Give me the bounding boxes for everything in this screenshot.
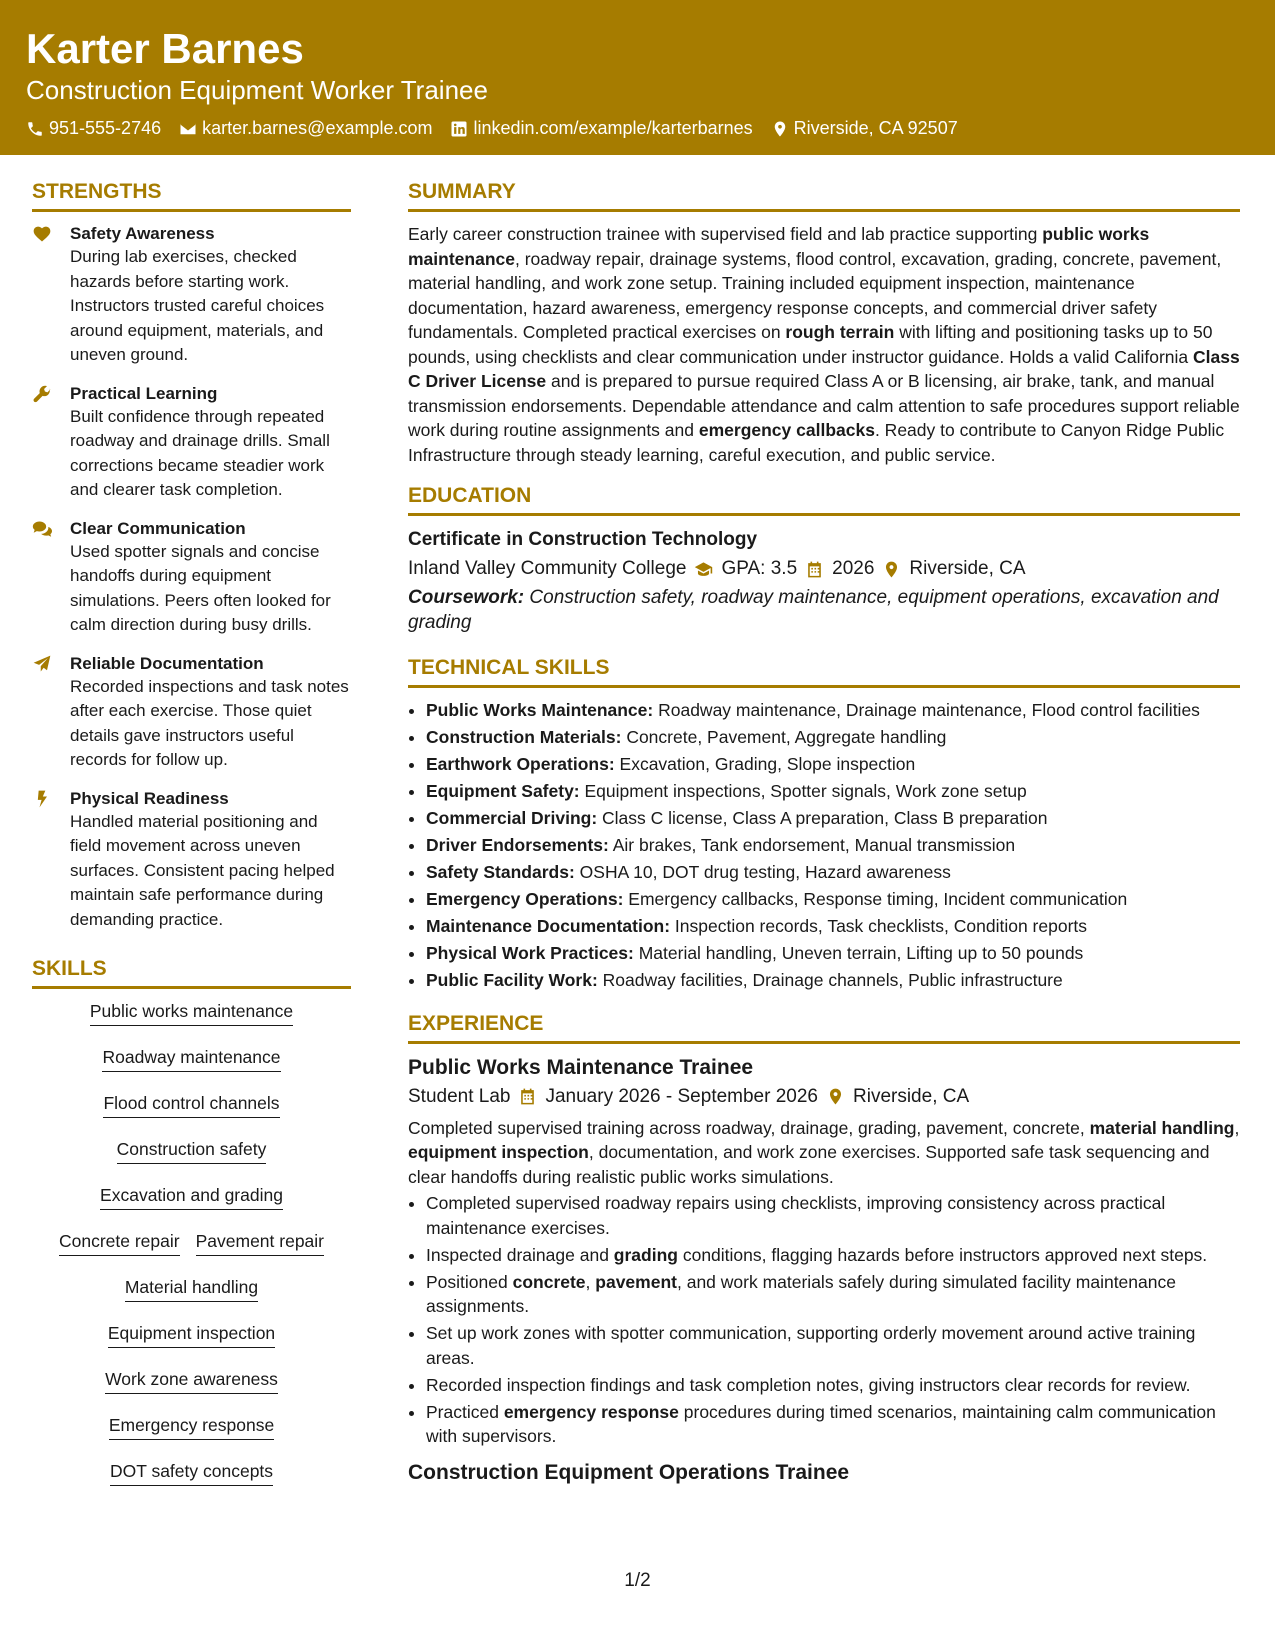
- job-title: Public Works Maintenance Trainee: [408, 1055, 754, 1079]
- list-item: • Set up work zones with spotter communication, supporting orderly movement around active training areas.: [426, 1321, 1240, 1370]
- strength-desc: Recorded inspections and task notes after each exercise. Those quiet details gave instructors useful records for follow up.: [70, 676, 349, 769]
- skill-chip: Construction safety: [117, 1137, 267, 1164]
- strength-item: [32, 787, 351, 933]
- phone-icon: [26, 120, 44, 138]
- job-dates: January 2026 - September 2026: [545, 1085, 818, 1107]
- summary-heading: SUMMARY: [408, 177, 1240, 212]
- education-section: [408, 526, 1240, 635]
- list-item: • Public Works Maintenance: Roadway maintenance, Drainage maintenance, Flood control facilities: [426, 698, 1240, 723]
- list-item: • Equipment Safety: Equipment inspections, Spotter signals, Work zone setup: [426, 779, 1240, 804]
- contact-linkedin[interactable]: [450, 118, 752, 139]
- candidate-title: Construction Equipment Worker Trainee: [26, 75, 488, 105]
- summary-text: Early career construction trainee with supervised field and lab practice supporting public works maintenance, roadway repair, drainage systems, flood control, excavation, grading, concrete, pavement, material handling, and work zone setup. Training included equipment inspection, maintenance documentation, hazard awareness, emergency response concepts, and commercial driver safety fundamentals. Completed practical exercises on rough terrain with lifting and positioning tasks up to 50 pounds, using checklists and clear communication under instructor guidance. Holds a valid California Class C Driver License and is prepared to pursue required Class A or B licensing, air brake, tank, and manual transmission endorsements. Dependable attendance and calm attention to safe procedures support reliable work during routine assignments and emergency callbacks. Ready to contribute to Canyon Ridge Public Infrastructure through steady learning, careful execution, and public service.: [408, 224, 1240, 465]
- list-item: • Earthwork Operations: Excavation, Grading, Slope inspection: [426, 752, 1240, 777]
- email-text: karter.barnes@example.com: [202, 118, 433, 138]
- list-item: • Completed supervised roadway repairs using checklists, improving consistency across practical maintenance exercises.: [426, 1191, 1240, 1240]
- bolt-icon: [32, 789, 52, 809]
- gpa: GPA: 3.5: [721, 558, 798, 579]
- wrench-icon: [32, 384, 52, 404]
- graduation-cap-icon: [694, 560, 713, 579]
- list-item: • Inspected drainage and grading conditions, flagging hazards before instructors approved next steps.: [426, 1243, 1240, 1268]
- strength-desc: During lab exercises, checked hazards before starting work. Instructors trusted careful choices around equipment, materials, and uneven ground.: [70, 247, 325, 364]
- linkedin-text: linkedin.com/example/karterbarnes: [473, 118, 753, 138]
- list-item: • Maintenance Documentation: Inspection records, Task checklists, Condition reports: [426, 914, 1240, 939]
- strength-desc: Built confidence through repeated roadway and drainage drills. Small corrections became steadier work and clearer task completion.: [70, 406, 330, 499]
- contact-phone[interactable]: [26, 118, 161, 139]
- skill-chip: Public works maintenance: [90, 999, 293, 1026]
- skill-chip: Excavation and grading: [100, 1183, 283, 1210]
- resume-header: [0, 0, 1275, 155]
- strength-item: [32, 652, 351, 773]
- skill-chip: Material handling: [125, 1275, 258, 1302]
- linkedin-icon: [450, 120, 468, 138]
- skill-chip: Work zone awareness: [105, 1367, 278, 1394]
- page-number: 1/2: [624, 1570, 651, 1591]
- heart-icon: [32, 224, 52, 244]
- graduation-year: 2026: [832, 558, 875, 579]
- right-column: [408, 177, 1240, 1487]
- chat-icon: [32, 519, 52, 539]
- education-details: [408, 554, 1240, 584]
- list-item: • Physical Work Practices: Material handling, Uneven terrain, Lifting up to 50 pounds: [426, 941, 1240, 966]
- contact-email[interactable]: [179, 118, 432, 139]
- list-item: • Public Facility Work: Roadway facilities, Drainage channels, Public infrastructure: [426, 968, 1240, 993]
- list-item: • Driver Endorsements: Air brakes, Tank endorsement, Manual transmission: [426, 833, 1240, 858]
- candidate-name: Karter Barnes: [26, 25, 304, 72]
- strength-item: [32, 517, 351, 638]
- calendar-icon: [518, 1087, 537, 1106]
- job-title: Construction Equipment Operations Trainee: [408, 1460, 850, 1484]
- list-item: • Positioned concrete, pavement, and work materials safely during simulated facility maintenance assignments.: [426, 1270, 1240, 1319]
- strength-title: Reliable Documentation: [70, 653, 264, 673]
- map-pin-icon: [771, 120, 789, 138]
- strength-item: [32, 382, 351, 503]
- list-item: • Practiced emergency response procedures during timed scenarios, maintaining calm communication with supervisors.: [426, 1400, 1240, 1449]
- skill-chip: Flood control channels: [103, 1091, 279, 1118]
- coursework: Coursework: Construction safety, roadway maintenance, equipment operations, excavation and grading: [408, 587, 1219, 633]
- summary-section: [408, 222, 1240, 467]
- degree-title: Certificate in Construction Technology: [408, 529, 758, 550]
- job-bullets: [408, 1191, 1240, 1449]
- strength-desc: Handled material positioning and field movement across uneven surfaces. Consistent pacing helped maintain safe performance during demanding practice.: [70, 811, 335, 929]
- job-org: Student Lab: [408, 1085, 511, 1107]
- technical-skills-list: [408, 698, 1240, 993]
- list-item: • Recorded inspection findings and task completion notes, giving instructors clear records for review.: [426, 1373, 1240, 1398]
- skills-list: [32, 999, 351, 1505]
- experience-heading: EXPERIENCE: [408, 1009, 1240, 1044]
- map-pin-icon: [826, 1087, 845, 1106]
- envelope-icon: [179, 120, 197, 138]
- strength-title: Safety Awareness: [70, 224, 215, 243]
- strength-item: [32, 222, 351, 368]
- job-location: Riverside, CA: [853, 1085, 970, 1107]
- location-text: Riverside, CA 92507: [793, 118, 958, 138]
- skill-chip: Pavement repair: [196, 1229, 324, 1256]
- contact-bar: [26, 118, 1249, 139]
- list-item: • Emergency Operations: Emergency callbacks, Response timing, Incident communication: [426, 887, 1240, 912]
- calendar-icon: [805, 560, 824, 579]
- map-pin-icon: [882, 560, 901, 579]
- technical-skills-heading: TECHNICAL SKILLS: [408, 653, 1240, 688]
- paper-plane-icon: [32, 654, 52, 674]
- skills-heading: SKILLS: [32, 954, 351, 989]
- strength-title: Clear Communication: [70, 518, 246, 538]
- education-heading: EDUCATION: [408, 481, 1240, 516]
- list-item: • Commercial Driving: Class C license, Class A preparation, Class B preparation: [426, 806, 1240, 831]
- job-description: Completed supervised training across roadway, drainage, grading, pavement, concrete, material handling, equipment inspection, documentation, and work zone exercises. Supported safe task sequencing and clear handoffs during realistic public works simulations.: [408, 1117, 1240, 1187]
- skill-chip: Equipment inspection: [108, 1321, 275, 1348]
- phone-text: 951-555-2746: [49, 118, 162, 138]
- left-column: [32, 177, 351, 1505]
- contact-location: [771, 118, 958, 139]
- strengths-heading: STRENGTHS: [32, 177, 351, 212]
- skill-chip: DOT safety concepts: [110, 1459, 273, 1486]
- strength-title: Physical Readiness: [70, 788, 229, 808]
- school-location: Riverside, CA: [909, 558, 1026, 579]
- school-name: Inland Valley Community College: [408, 558, 687, 579]
- list-item: • Safety Standards: OSHA 10, DOT drug testing, Hazard awareness: [426, 860, 1240, 885]
- skill-chip: Concrete repair: [59, 1229, 180, 1256]
- strength-title: Practical Learning: [70, 383, 218, 403]
- skill-chip: Emergency response: [109, 1413, 274, 1440]
- list-item: • Construction Materials: Concrete, Pavement, Aggregate handling: [426, 725, 1240, 750]
- experience-section: [408, 1054, 1240, 1487]
- skill-chip: Roadway maintenance: [102, 1045, 280, 1072]
- strength-desc: Used spotter signals and concise handoffs during equipment simulations. Peers often looked for calm direction during busy drills.: [70, 541, 331, 634]
- job-details: [408, 1082, 1240, 1112]
